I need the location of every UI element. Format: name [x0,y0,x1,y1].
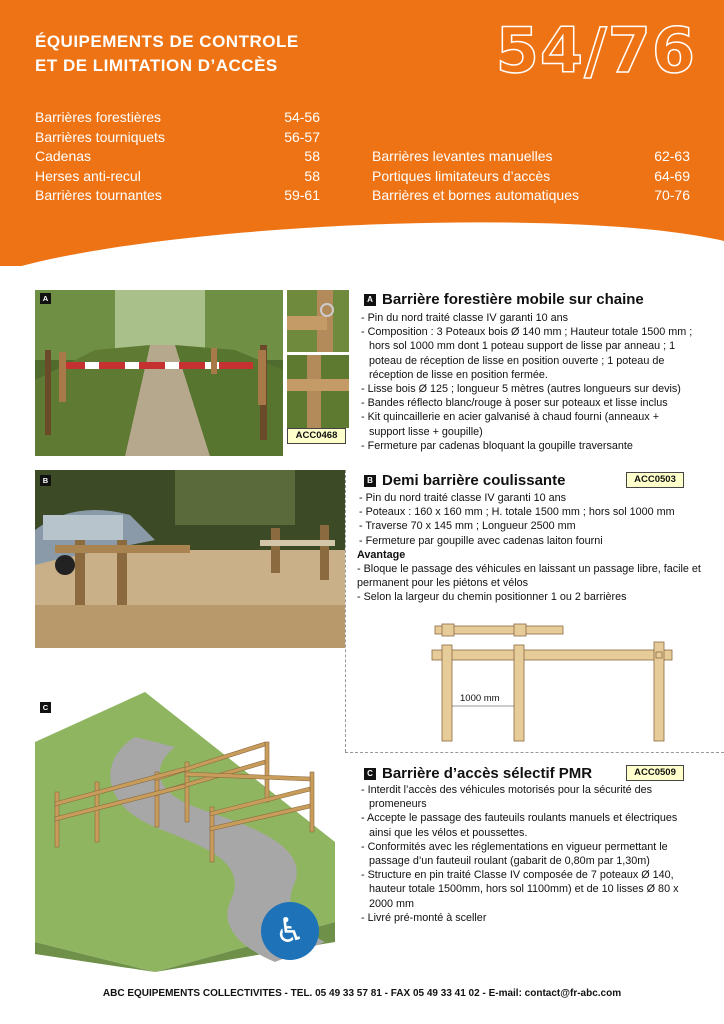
divider-horizontal [345,752,724,753]
photo-hardware-support [287,355,349,428]
spec-line: - Lisse bois Ø 125 ; longueur 5 mètres (autres longueurs sur devis) [361,383,681,396]
spec-line: - Livré pré-monté à sceller [361,911,487,924]
product-code-b: ACC0503 [626,472,684,488]
header-wave [0,208,724,266]
toc-right [372,147,690,206]
toc-item[interactable]: Barrières tourniquets 56-57 [35,128,320,145]
product-code-a: ACC0468 [287,428,346,444]
header-band [0,0,724,266]
page-title: ÉQUIPEMENTS DE CONTROLE ET DE LIMITATION D’ACCÈS [35,32,299,75]
wheelchair-icon: ♿ [261,902,319,960]
render-pmr-barrier [35,692,335,972]
page-range: 54/76 [495,14,696,87]
badge-a: A [364,294,376,306]
spec-line: - Bandes réflecto blanc/rouge à poser sur poteaux et lisse inclus [361,397,668,410]
toc-item[interactable]: Cadenas 58 [35,148,320,164]
toc-item[interactable]: Barrières levantes manuelles 62-63 [372,148,690,164]
advantage-heading: Avantage [357,548,406,561]
toc-item[interactable]: Barrières tournantes 59-61 [35,187,320,203]
diagram-sliding-barrier [430,620,680,745]
divider-vertical [345,470,346,752]
badge-c: C [364,768,376,780]
toc-item[interactable]: Barrières forestières 54-56 [35,109,320,125]
spec-line: - Composition : 3 Poteaux bois Ø 140 mm ; Hauteur totale 1500 mm ; hors sol 1000 mm dont 1 poteau support de lisse par anneau ; 1 poteau de réception de lisse en position ouverte ; 1 poteau de réception de lisse en position fermée. [361,326,693,381]
spec-line: - Fermeture par goupille avec cadenas laiton fourni [359,534,603,547]
section-b-title: B Demi barrière coulissante [364,472,565,489]
advantage-line: - Selon la largeur du chemin positionner 1 ou 2 barrières [357,591,627,604]
spec-line: - Kit quincaillerie en acier galvanisé à chaud fourni (anneaux + support lisse + goupille) [361,411,659,438]
toc-left [35,108,320,206]
badge-c-photo: C [40,702,51,713]
spec-line: - Pin du nord traité classe IV garanti 10 ans [359,492,567,504]
section-c-specs [359,783,699,925]
badge-b: B [364,475,376,487]
spec-line: - Accepte le passage des fauteuils roulants manuels et électriques ainsi que les vélos et poussettes. [361,812,678,839]
spec-line: - Fermeture par cadenas bloquant la goupille traversante [361,439,633,452]
photo-sliding-barrier [35,470,345,648]
section-a-title: A Barrière forestière mobile sur chaine [364,291,644,308]
toc-item[interactable]: Portiques limitateurs d’accès 64-69 [372,167,690,184]
spec-line: - Poteaux : 160 x 160 mm ; H. totale 1500 mm ; hors sol 1000 mm [359,506,675,519]
badge-a-photo: A [40,293,51,304]
section-c-title: C Barrière d’accès sélectif PMR [364,765,592,782]
diagram-dimension-label: 1000 mm [460,693,500,704]
photo-hardware-ring [287,290,349,352]
spec-line: - Structure en pin traité Classe IV composée de 7 poteaux Ø 140, hauteur totale 1500mm, hors sol 1100mm) et de 10 lisses Ø 80 x 2000 mm [361,869,679,910]
advantage-line: - Bloque le passage des véhicules en laissant un passage libre, facile et permanent pour les piétons et vélos [357,563,701,590]
footer-contact: ABC EQUIPEMENTS COLLECTIVITES - TEL. 05 49 33 57 81 - FAX 05 49 33 41 02 - E-mail: contact@fr-abc.com [102,988,622,999]
spec-line: - Conformités avec les réglementations en vigueur permettant le passage d’un fauteuil roulant (gabarit de 0,80m par 1,30m) [361,840,668,868]
product-code-c: ACC0509 [626,765,684,781]
spec-line: - Interdit l’accès des véhicules motorisés pour la sécurité des promeneurs [361,784,653,811]
toc-item[interactable]: Herses anti-recul 58 [35,167,320,184]
photo-forest-barrier [35,290,283,456]
spec-line: - Pin du nord traité classe IV garanti 10 ans [361,312,569,324]
section-a-specs [359,311,694,453]
toc-item[interactable]: Barrières et bornes automatiques 70-76 [372,187,690,203]
spec-line: - Traverse 70 x 145 mm ; Longueur 2500 mm [359,520,576,533]
badge-b-photo: B [40,475,51,486]
section-b-specs [357,491,702,605]
